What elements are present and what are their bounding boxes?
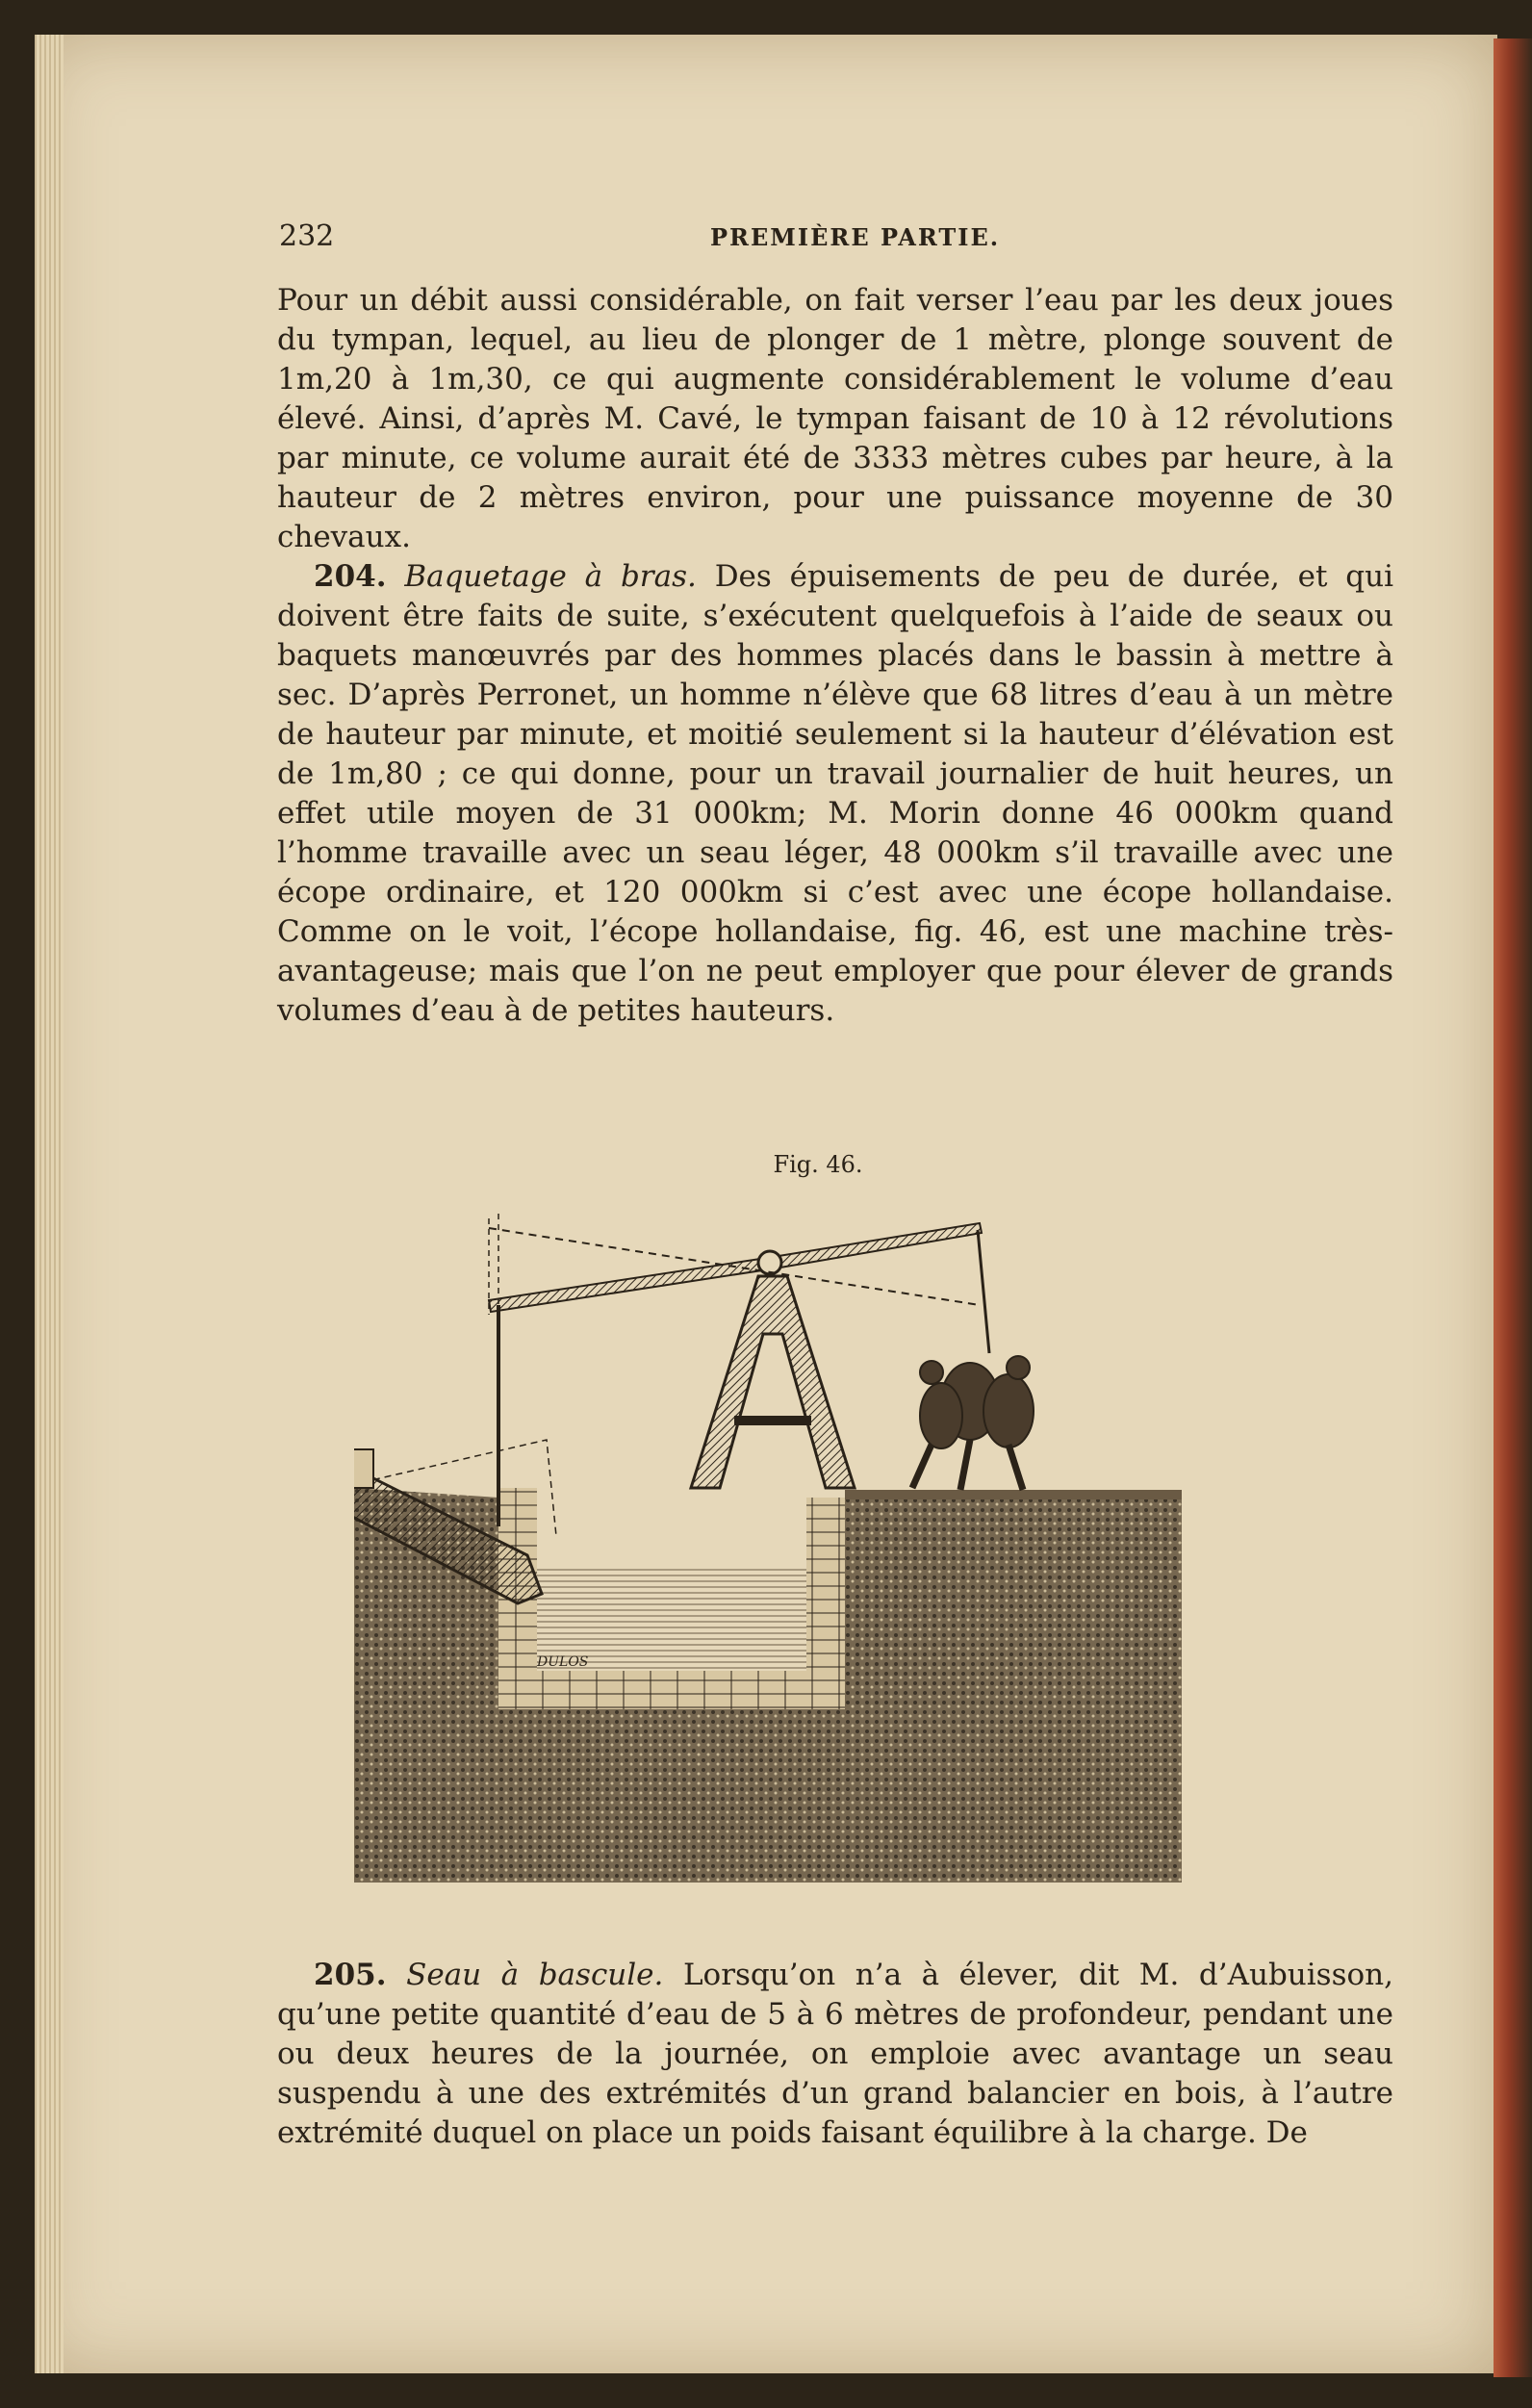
paragraph-205 [277,1956,1393,2153]
paragraph-heading: Baquetage à bras. [404,559,697,594]
page-number: 232 [279,219,335,253]
text-block-top [277,281,1393,1031]
text-block-bottom [277,1956,1393,2153]
a-frame-support [691,1276,855,1488]
paragraph-text: Des épuisements de peu de durée, et qui doivent être faits de suite, s’exécutent quelquefois à l’aide de seaux ou baquets manœuvrés par des hommes placés dans le bassin à mettre à sec. D’après Perronet, un homme n’élève que 68 litres d’eau à un mètre de hauteur par minute, et moitié seulement si la hauteur d’élévation est de 1m,80 ; ce qui donne, pour un travail journalier de huit heures, un effet utile moyen de 31 000km; M. Morin donne 46 000km quand l’homme travaille avec un seau léger, 48 000km s’il travaille avec une écope ordinaire, et 120 000km si c’est avec une écope hollandaise. Comme on le voit, l’écope hollandaise, fig. 46, est une machine très-avantageuse; mais que l’on ne peut employer que pour élever de grands volumes d’eau à de petites hauteurs. [277,559,1394,1028]
engraver-signature: DULOS [537,1654,589,1670]
book-binding-edge [1494,38,1532,2377]
section-title: PREMIÈRE PARTIE. [710,223,1001,251]
platform [845,1490,1182,1499]
figure-46-illustration [354,1209,1336,1921]
figure-caption: Fig. 46. [773,1151,863,1178]
paragraph-number: 205. [314,1958,387,1992]
paragraph-204 [277,557,1393,1031]
rope [978,1230,989,1353]
basin-floor [498,1671,845,1709]
workers-group [912,1356,1034,1490]
paragraph-text: Pour un débit aussi considérable, on fait verser l’eau par les deux joues du tympan, lequel, au lieu de plonger de 1 mètre, plonge souvent de 1m,20 à 1m,30, ce qui augmente considérablement le volume d’eau élevé. Ainsi, d’après M. Cavé, le tympan faisant de 10 à 12 révolutions par minute, ce volume aurait été de 3333 mètres cubes par heure, à la hauteur de 2 mètres environ, pour une puissance moyenne de 30 chevaux. [277,283,1393,554]
paragraph-heading: Seau à bascule. [406,1958,664,1992]
paragraph-text: Lorsqu’on n’a à élever, dit M. d’Aubuisson, qu’une petite quantité d’eau de 5 à 6 mètres de profondeur, pendant une ou deux heures de la journée, on emploie avec avantage un seau suspendu à une des extrémités d’un grand balancier en bois, à l’autre extrémité duquel on place un poids faisant équilibre à la charge. De [277,1958,1393,2150]
paragraph-continuation [277,281,1393,557]
page-stack-edge [35,35,64,2373]
running-head [279,219,1395,258]
paragraph-number: 204. [314,559,387,594]
